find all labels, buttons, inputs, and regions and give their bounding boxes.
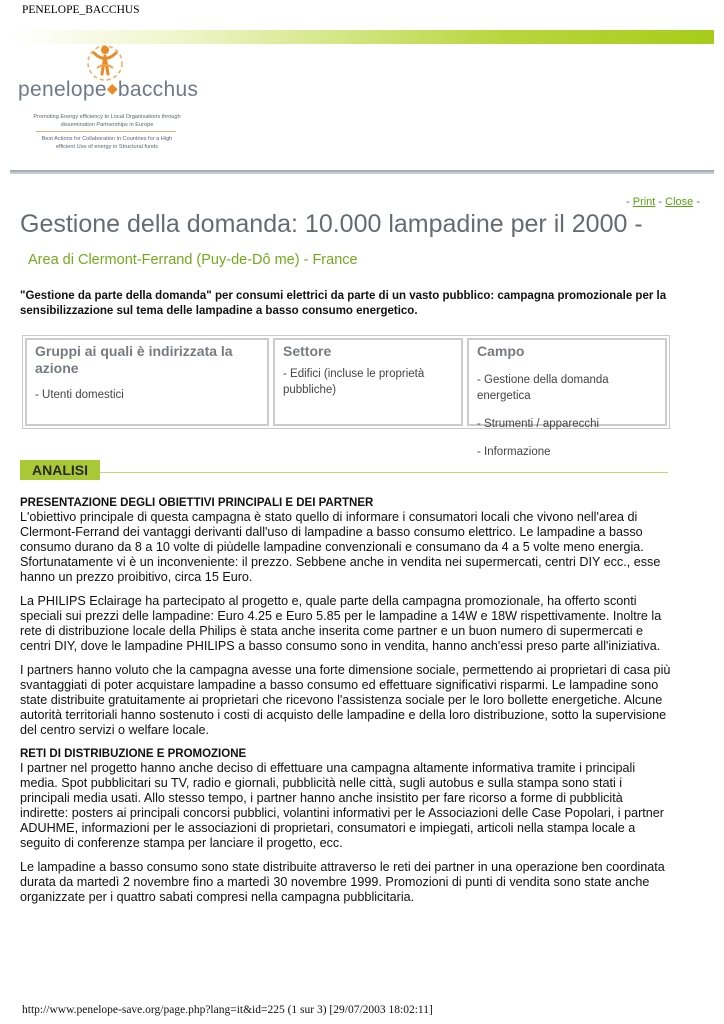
paragraph: Le lampadine a basso consumo sono state distribuite attraverso le reti dei partner in una operazione ben coordinata durata da martedì 2 novembre fino a martedì 30 novembre 1999. Promozioni di punti di vendita sono state anche organizzate per i quattro sabati compresi nella campagna pubblicitaria. [20, 860, 665, 904]
analysis-label: ANALISI [20, 460, 100, 480]
logo-tagline-secondary: Best Actions for Collaboration in Countries for a High efficient Use of energy in Structural funds [41, 136, 173, 150]
section-rule [20, 472, 668, 473]
target-groups-heading: Gruppi ai quali è indirizzata la azione [35, 343, 233, 376]
paragraph: La PHILIPS Eclairage ha partecipato al progetto e, quale parte della campagna promozionale, ha offerto sconti speciali sui prezzi delle lampadine: Euro 4.25 e Euro 5.85 per le lampadine a 14W e 18W rispettivamente. Inoltre la rete di distribuzione locale della Philips è stata anche inserita come partner e un buon numero di supermercati e centri DIY, dove le lampadine PHILIPS a basso consumo sono in vendita, hanno anch'essi preso parte all'iniziativa. [20, 594, 662, 653]
field-item: - Informazione [477, 446, 551, 458]
sector-item: - Edifici (incluse le proprietà pubbliche) [283, 368, 425, 396]
target-groups-column [25, 338, 269, 426]
field-item: - Gestione della domanda energetica [477, 374, 609, 402]
paragraph: I partner nel progetto hanno anche deciso di effettuare una campagna altamente informativa tramite i principali media. Spot pubblicitari su TV, radio e giornali, pubblicità nelle città, sugli autobus e sulla stampa sono stati i principali media usati. Allo stesso tempo, i partner hanno anche insistito per fare ricorso a forme di pubblicità indirette: posters ai principali concorsi pubblici, volantini informativi per le Associazioni delle Case Popolari, i partner ADUHME, informazioni per le associazioni di proprietari, consumatori e impiegati, articoli nella stampa locale a seguito di conferenze stampa per lanciare il progetto, ecc. [20, 761, 664, 850]
sector-column [273, 338, 463, 426]
logo-divider [36, 131, 176, 132]
field-item: - Strumenti / apparecchi [477, 418, 600, 430]
paragraph: L'obiettivo principale di questa campagna è stato quello di informare i consumatori locali che vivono nell'area di Clermont-Ferrand dei vantaggi derivanti dall'uso di lampadine a basso consumo elettrico. Le lampadine a basso consumo durano da 8 a 10 volte di piùdelle lampadine convenzionali e consumano da 4 a 5 volte meno energia. Sfortunatamente vi è un inconveniente: il prezzo. Sebbene anche in vendita nei supermercati, centri DIY ecc., esse hanno un prezzo proibitivo, circa 15 Euro. [20, 510, 661, 584]
page-footer-url: http://www.penelope-save.org/page.php?lang=it&id=225 (1 sur 3) [29/07/2003 18:02:11] [22, 1004, 433, 1016]
logo-tagline-primary: Promoting Energy efficiency to Local Organisations through dissemination Partnerships in Europe [33, 114, 181, 128]
section-heading: RETI DI DISTRIBUZIONE E PROMOZIONE [20, 748, 247, 760]
classification-table [22, 335, 670, 458]
print-link[interactable]: Print [632, 196, 656, 208]
close-link[interactable]: Close [665, 196, 694, 208]
lead-summary: "Gestione da parte della domanda" per consumi elettrici da parte di un vasto pubblico: campagna promozionale per la sensibilizzazione sul tema delle lampadine a basso consumo energetico. [20, 290, 667, 317]
field-heading: Campo [477, 343, 525, 359]
site-logo[interactable] [10, 44, 714, 174]
area-subtitle: Area di Clermont-Ferrand (Puy-de-Dô me) - France [28, 252, 358, 268]
logo-wordmark: penelope◆bacchus [18, 78, 199, 101]
analysis-section-header [20, 460, 668, 480]
field-column [467, 338, 667, 458]
section-heading: PRESENTAZIONE DEGLI OBIETTIVI PRINCIPALI E DEI PARTNER [20, 497, 374, 509]
sector-heading: Settore [283, 343, 332, 359]
paragraph: I partners hanno voluto che la campagna avesse una forte dimensione sociale, permettendo ai proprietari di casa più svantaggiati di poter acquistare lampadine a basso consumo ed effettuare significativi risparmi. Le lampadine sono state distribuite gratuitamente ai proprietari che ricevono l'assistenza sociale per le loro bollette energetiche. Alcune autorità territoriali hanno sostenuto i costi di acquisto delle lampadine e della loro distribuzione, sotto la supervisione del centro servizi o welfare locale. [20, 663, 671, 737]
target-group-item: - Utenti domestici [35, 389, 124, 401]
article-body [20, 496, 673, 914]
page-title: Gestione della domanda: 10.000 lampadine per il 2000 - [20, 210, 643, 238]
print-close-nav: - Print - Close - [626, 196, 700, 208]
browser-window-title: PENELOPE_BACCHUS [22, 4, 140, 16]
header-divider [10, 170, 714, 174]
